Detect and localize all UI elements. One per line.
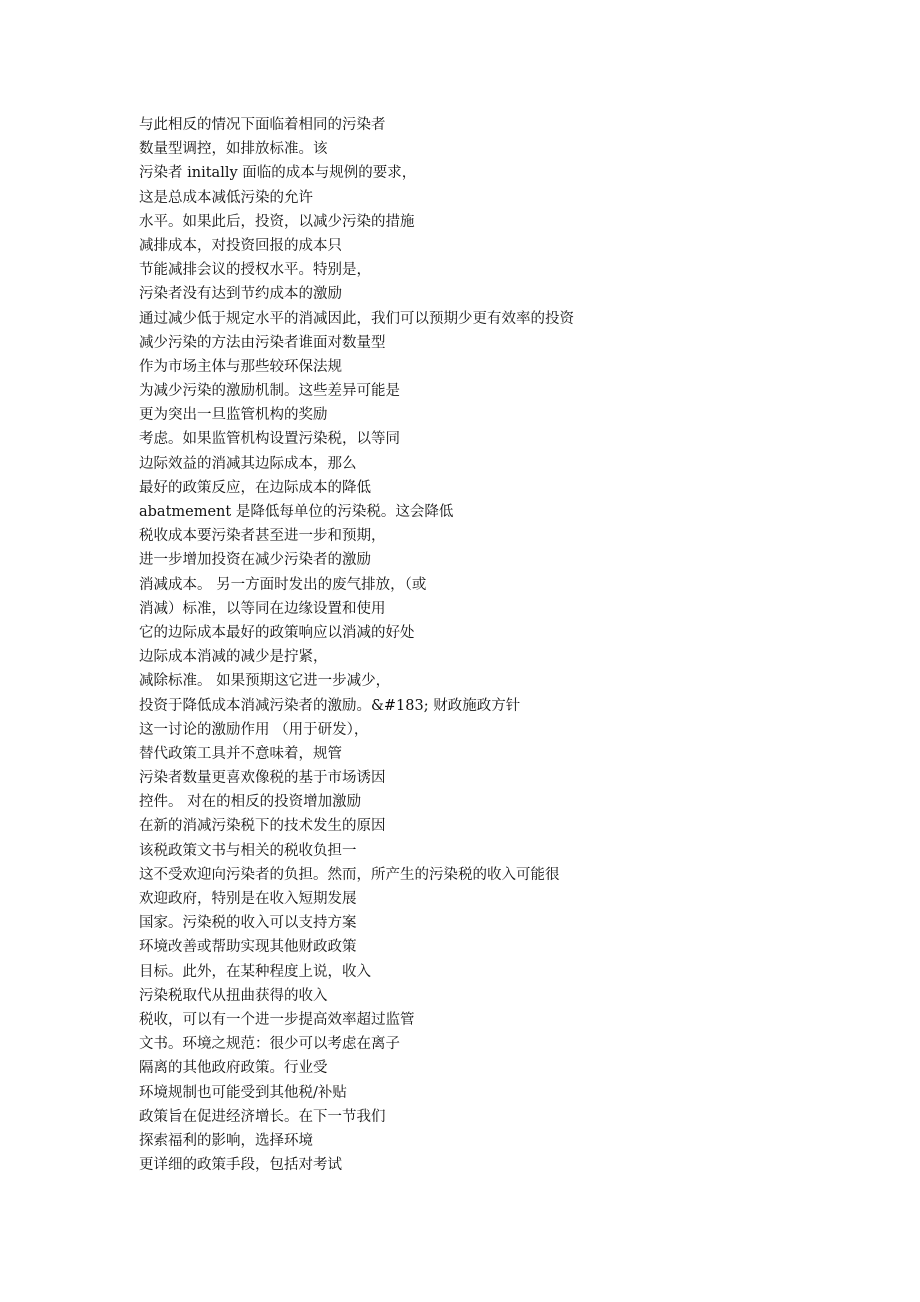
text-line: 隔离的其他政府政策。行业受 [139, 1060, 328, 1077]
text-line: abatmement 是降低每单位的污染税。这会降低 [139, 504, 454, 520]
text-line: 这不受欢迎向污染者的负担。然而，所产生的污染税的收入可能很 [139, 866, 560, 883]
text-line: 数量型调控，如排放标准。该 [139, 141, 328, 158]
text-line: 政策旨在促进经济增长。在下一节我们 [139, 1108, 386, 1125]
text-line: 与此相反的情况下面临着相同的污染者 [139, 117, 386, 133]
text-line: 消减）标准，以等同在边缘设置和使用 [139, 600, 386, 617]
text-line: 在新的消减污染税下的技术发生的原因 [139, 818, 386, 835]
text-line: 控件。 对在的相反的投资增加激励 [139, 794, 362, 811]
text-line: 消减成本。 另一方面时发出的废气排放，（或 [139, 576, 427, 593]
document-body [139, 113, 839, 1177]
text-line: 替代政策工具并不意味着，规管 [139, 745, 342, 762]
text-line: 探索福利的影响，选择环境 [139, 1132, 313, 1149]
text-line: 作为市场主体与那些较环保法规 [139, 358, 342, 375]
text-line: 减除标准。 如果预期这它进一步减少， [139, 673, 391, 690]
text-line: 节能减排会议的授权水平。特别是， [139, 262, 371, 279]
text-line: 污染税取代从扭曲获得的收入 [139, 987, 328, 1004]
text-line: 它的边际成本最好的政策响应以消减的好处 [139, 624, 415, 641]
text-line: 税收成本要污染者甚至进一步和预期， [139, 528, 386, 545]
text-line: 最好的政策反应，在边际成本的降低 [139, 479, 371, 496]
text-line: 进一步增加投资在减少污染者的激励 [139, 552, 371, 569]
text-line: 该税政策文书与相关的税收负担一 [139, 842, 357, 859]
text-line: 水平。如果此后，投资，以减少污染的措施 [139, 213, 415, 230]
text-line: 国家。污染税的收入可以支持方案 [139, 915, 357, 932]
text-line: 减少污染的方法由污染者谁面对数量型 [139, 334, 386, 351]
text-line: 环境规制也可能受到其他税/补贴 [139, 1084, 347, 1101]
text-line: 减排成本，对投资回报的成本只 [139, 237, 342, 254]
text-line: 更详细的政策手段，包括对考试 [139, 1157, 342, 1174]
text-line: 污染者 initally 面临的成本与规例的要求， [139, 165, 417, 182]
text-line: 边际成本消减的减少是拧紧， [139, 649, 328, 666]
text-line: 这一讨论的激励作用 （用于研发）， [139, 721, 369, 738]
text-line: 目标。此外，在某种程度上说，收入 [139, 963, 371, 980]
text-line: 投资于降低成本消减污染者的激励。&#183; 财政施政方针 [139, 697, 521, 714]
text-line: 欢迎政府，特别是在收入短期发展 [139, 891, 357, 907]
text-line: 更为突出一旦监管机构的奖励 [139, 407, 328, 424]
text-line: 边际效益的消减其边际成本，那么 [139, 455, 357, 472]
text-line: 为减少污染的激励机制。这些差异可能是 [139, 383, 400, 400]
text-line: 税收，可以有一个进一步提高效率超过监管 [139, 1011, 415, 1028]
text-line: 污染者数量更喜欢像税的基于市场诱因 [139, 770, 386, 787]
text-line: 污染者没有达到节约成本的激励 [139, 286, 342, 303]
text-line: 这是总成本减低污染的允许 [139, 189, 313, 206]
text-line: 环境改善或帮助实现其他财政政策 [139, 939, 357, 956]
text-line: 文书。环境之规范：很少可以考虑在离子 [139, 1036, 400, 1053]
text-line: 考虑。如果监管机构设置污染税，以等同 [139, 431, 400, 448]
text-line: 通过减少低于规定水平的消减因此，我们可以预期少更有效率的投资 [139, 310, 574, 327]
